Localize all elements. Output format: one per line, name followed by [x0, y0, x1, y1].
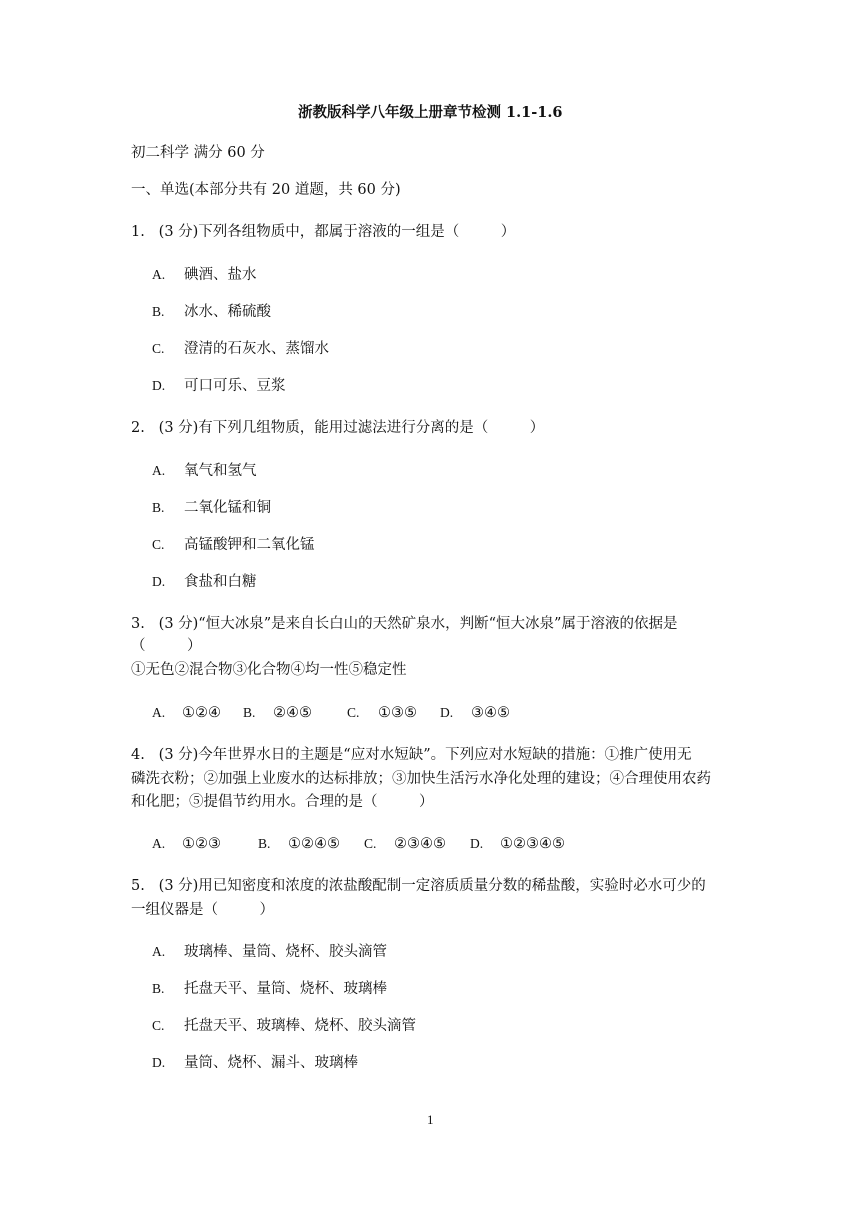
question-stem-line-1: 5. (3 分)用已知密度和浓度的浓盐酸配制一定溶质质量分数的稀盐酸，实验时必水可少的 [131, 878, 706, 894]
option-letter: B. [258, 836, 271, 851]
option-letter: C. [152, 537, 165, 552]
option-text: ①②④ [182, 705, 221, 721]
option-text: 高锰酸钾和二氧化锰 [184, 537, 315, 553]
option-letter: C. [152, 1018, 165, 1033]
option-text: ①②④⑤ [288, 836, 340, 852]
option-letter: D. [152, 1055, 166, 1070]
question-stem-line-2: 磷洗衣粉；②加强上业废水的达标排放；③加快生活污水净化处理的建设；④合理使用农药 [131, 771, 711, 787]
option-text: ②③④⑤ [394, 836, 446, 852]
option-text: 量筒、烧杯、漏斗、玻璃棒 [184, 1055, 358, 1071]
question-stem: 1. (3 分)下列各组物质中，都属于溶液的一组是（ ） [131, 224, 516, 240]
question-stem-line-3: 和化肥；⑤提倡节约用水。合理的是（ ） [131, 794, 434, 810]
document-subtitle: 初二科学 满分 60 分 [131, 145, 265, 161]
option-letter: D. [470, 836, 484, 851]
option-text: 玻璃棒、量筒、烧杯、胶头滴管 [184, 944, 387, 960]
option-text: 二氧化锰和铜 [184, 500, 271, 516]
question-stem-line-3: ①无色②混合物③化合物④均一性⑤稳定性 [131, 662, 407, 678]
option-text: 托盘天平、量筒、烧杯、玻璃棒 [184, 981, 387, 997]
option-letter: C. [347, 705, 360, 720]
option-letter: A. [152, 463, 166, 478]
option-text: 冰水、稀硫酸 [184, 304, 271, 320]
option-letter: B. [152, 304, 165, 319]
page-number: 1 [427, 1112, 434, 1127]
option-text: 碘酒、盐水 [184, 267, 257, 283]
option-letter: A. [152, 944, 166, 959]
option-letter: A. [152, 705, 166, 720]
question-stem: 2. (3 分)有下列几组物质，能用过滤法进行分离的是（ ） [131, 420, 545, 436]
option-text: ①③⑤ [378, 705, 417, 721]
option-letter: C. [364, 836, 377, 851]
question-stem-line-1: 4. (3 分)今年世界水日的主题是“应对水短缺”。下列应对水短缺的措施：①推广使用无 [131, 747, 692, 763]
section-heading: 一、单选(本部分共有 20 道题，共 60 分) [131, 182, 401, 198]
document-title: 浙教版科学八年级上册章节检测 1.1-1.6 [298, 104, 563, 121]
option-letter: B. [152, 500, 165, 515]
option-text: ②④⑤ [273, 705, 312, 721]
option-text: 澄清的石灰水、蒸馏水 [184, 341, 329, 357]
option-text: ①②③④⑤ [500, 836, 565, 852]
option-text: 可口可乐、豆浆 [184, 378, 286, 394]
option-text: 托盘天平、玻璃棒、烧杯、胶头滴管 [184, 1018, 416, 1034]
question-stem-line-1: 3. (3 分)“恒大冰泉”是来自长白山的天然矿泉水，判断“恒大冰泉”属于溶液的依据是 [131, 616, 678, 632]
option-text: 氧气和氢气 [184, 463, 257, 479]
option-text: 食盐和白糖 [184, 574, 257, 590]
option-letter: D. [152, 378, 166, 393]
option-text: ①②③ [182, 836, 221, 852]
option-letter: A. [152, 836, 166, 851]
option-letter: D. [152, 574, 166, 589]
question-stem-line-2: （ ） [131, 638, 202, 654]
option-letter: D. [440, 705, 454, 720]
option-letter: B. [243, 705, 256, 720]
question-stem-line-2: 一组仪器是（ ） [131, 902, 274, 918]
option-letter: A. [152, 267, 166, 282]
option-letter: C. [152, 341, 165, 356]
option-letter: B. [152, 981, 165, 996]
option-text: ③④⑤ [471, 705, 510, 721]
